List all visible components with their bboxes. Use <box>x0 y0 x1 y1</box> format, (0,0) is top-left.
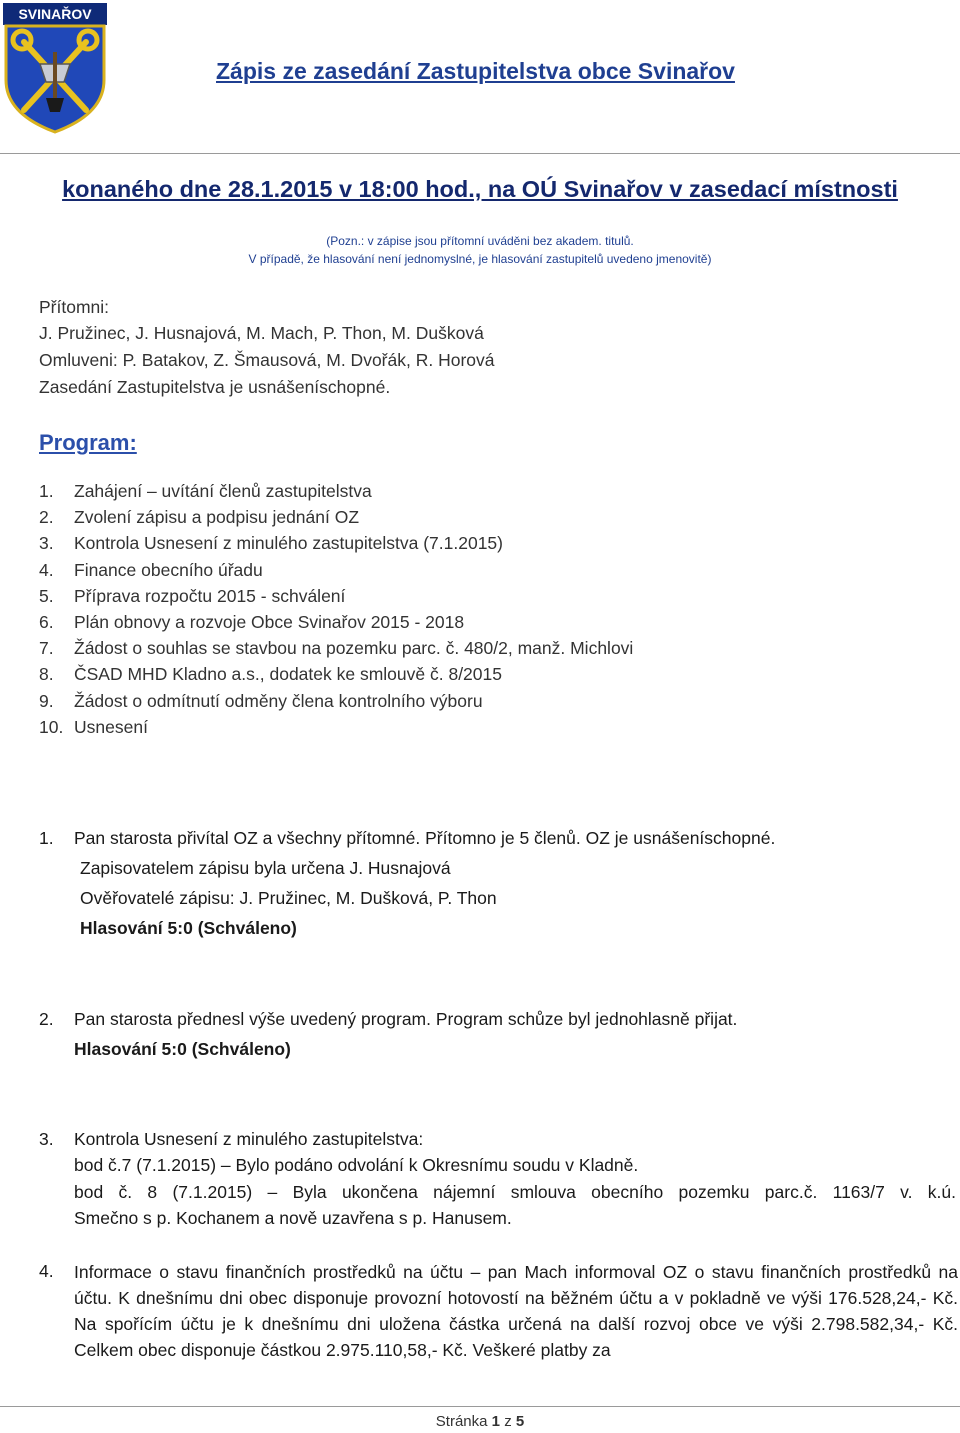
section-3-line-2: bod č. 8 (7.1.2015) – Byla ukončena nájemní smlouva obecního pozemku parc.č. 1163/7 v. k.ú. <box>74 1182 956 1202</box>
footer-page-word: Stránka <box>435 1413 488 1430</box>
program-item: 8. ČSAD MHD Kladno a.s., dodatek ke smlouvě č. 8/2015 <box>39 664 502 685</box>
section-1-number: 1. <box>39 828 54 848</box>
section-2-text: Pan starosta přednesl výše uvedený program. Program schůze byl jednohlasně přijat. <box>74 1009 738 1029</box>
header-divider <box>0 153 960 154</box>
section-2-number: 2. <box>39 1009 54 1029</box>
section-2-vote: Hlasování 5:0 (Schváleno) <box>74 1039 291 1059</box>
section-1-verifiers: Ověřovatelé zápisu: J. Pružinec, M. Dušková, P. Thon <box>80 888 497 908</box>
program-item: 5. Příprava rozpočtu 2015 - schválení <box>39 585 346 606</box>
program-list <box>39 478 633 740</box>
program-item: 2. Zvolení zápisu a podpisu jednání OZ <box>39 507 360 528</box>
svg-text:SVINAŘOV: SVINAŘOV <box>18 6 92 22</box>
program-item: 7. Žádost o souhlas se stavbou na pozemku parc. č. 480/2, manž. Michlovi <box>39 638 634 659</box>
program-item: 4. Finance obecního úřadu <box>39 559 263 580</box>
section-3-line-3: Smečno s p. Kochanem a nově uzavřena s p. Hanusem. <box>74 1208 512 1228</box>
footer-of: z <box>504 1413 512 1430</box>
program-item: 1. Zahájení – uvítání členů zastupitelstva <box>39 481 372 501</box>
present-label: Přítomni: <box>39 297 110 317</box>
section-3-line-1: bod č.7 (7.1.2015) – Bylo podáno odvolání k Okresnímu soudu v Kladně. <box>74 1155 639 1175</box>
program-item: 6. Plán obnovy a rozvoje Obce Svinařov 2015 - 2018 <box>39 611 465 632</box>
section-1-recorder: Zapisovatelem zápisu byla určena J. Husnajová <box>80 858 451 878</box>
note-voting: V případě, že hlasování není jednomyslné, je hlasování zastupitelů uvedeno jmenovitě) <box>248 252 712 266</box>
program-heading: Program: <box>39 430 137 455</box>
section-1-vote: Hlasování 5:0 (Schváleno) <box>80 918 297 938</box>
footer-divider <box>0 1406 960 1407</box>
program-item: 9. Žádost o odmítnutí odměny člena kontrolního výboru <box>39 690 483 711</box>
section-1-text: Pan starosta přivítal OZ a všechny přítomné. Přítomno je 5 členů. OZ je usnášeníschopné. <box>74 828 776 848</box>
present-members: J. Pružinec, J. Husnajová, M. Mach, P. Thon, M. Dušková <box>39 323 484 343</box>
program-item: 10. Usnesení <box>39 716 148 737</box>
program-item: 3. Kontrola Usnesení z minulého zastupitelstva (7.1.2015) <box>39 533 503 554</box>
municipal-crest-logo <box>2 2 108 134</box>
quorum-statement: Zasedání Zastupitelstva je usnášeníschopné. <box>39 377 391 397</box>
footer-total-pages: 5 <box>515 1413 525 1430</box>
page-footer <box>0 1413 960 1430</box>
section-3-number: 3. <box>39 1129 54 1149</box>
excused-members: Omluveni: P. Batakov, Z. Šmausová, M. Dvořák, R. Horová <box>39 350 495 370</box>
note-titles: (Pozn.: v zápise jsou přítomní uváděni bez akadem. titulů. <box>326 234 634 248</box>
section-4-text: Informace o stavu finančních prostředků na účtu – pan Mach informoval OZ o stavu finančních prostředků na účtu. K dnešnímu dni obec disponuje provozní hotovostí na běžném účtu a v pokladně ve výši 176.528,24,- Kč. Na spořícím účtu je k dnešnímu dni uložena částka určená na další rozvoj obce ve výši 2.798.582,34,- Kč. Celkem obec disponuje částkou 2.975.110,58,- Kč. Veškeré platby za <box>74 1262 958 1360</box>
document-title: Zápis ze zasedání Zastupitelstva obce Svinařov <box>216 58 735 84</box>
meeting-date-line: konaného dne 28.1.2015 v 18:00 hod., na OÚ Svinařov v zasedací místnosti <box>62 176 898 202</box>
footer-page-number: 1 <box>491 1413 501 1430</box>
section-4-number: 4. <box>39 1261 54 1281</box>
section-3-heading: Kontrola Usnesení z minulého zastupitelstva: <box>74 1129 424 1149</box>
